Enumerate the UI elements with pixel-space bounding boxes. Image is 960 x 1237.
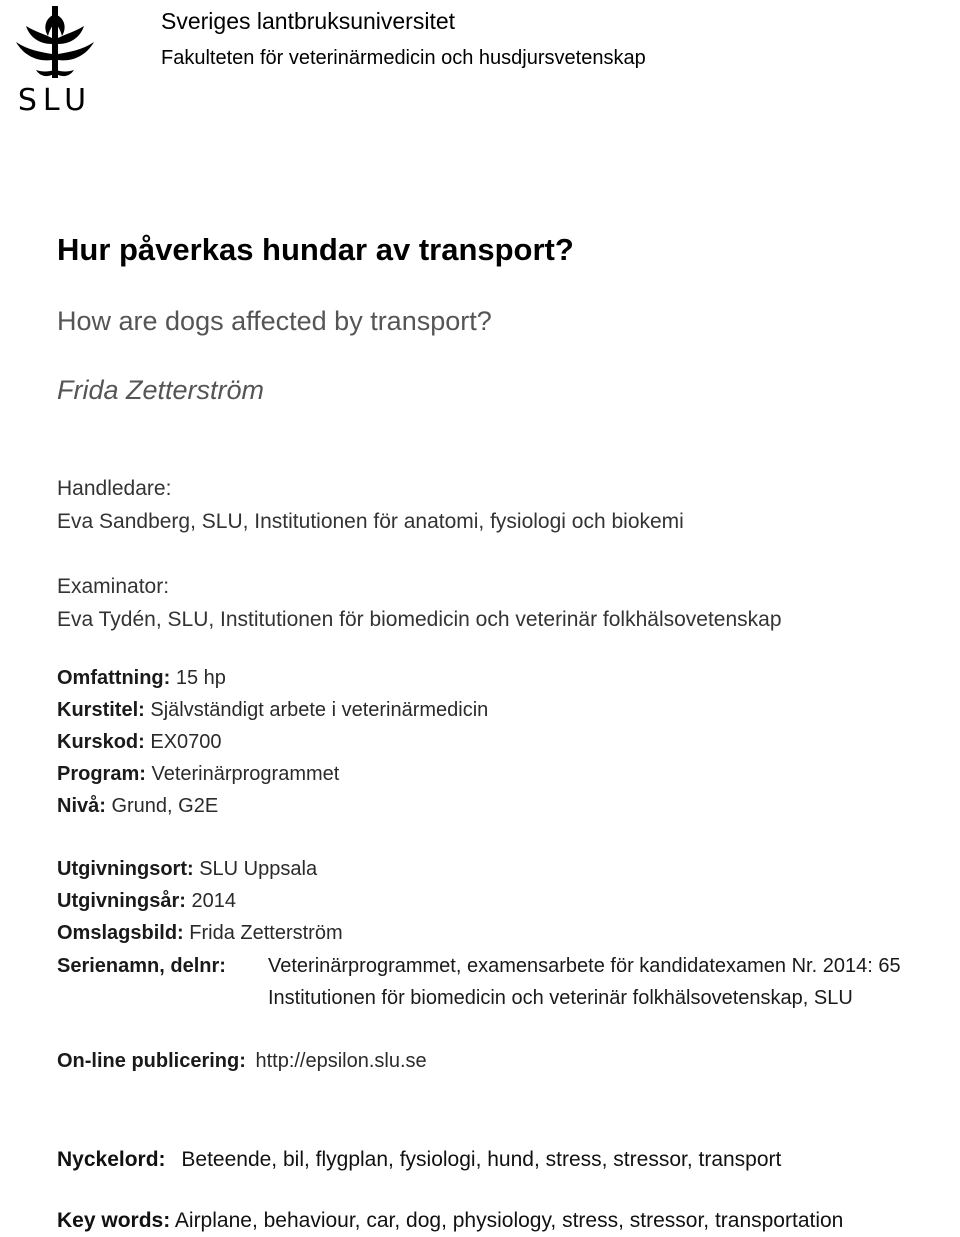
place-label: Utgivningsort: [57, 858, 194, 880]
program-label: Program: [57, 763, 146, 785]
supervisor-value: Eva Sandberg, SLU, Institutionen för anatomi, fysiologi och biokemi [57, 510, 684, 533]
cover-label: Omslagsbild: [57, 922, 184, 944]
year-value: 2014 [191, 890, 236, 912]
slu-logo [10, 4, 100, 114]
university-name: Sveriges lantbruksuniversitet [161, 8, 456, 34]
publication-place [57, 858, 317, 881]
logo-text: SLU [17, 83, 93, 114]
publication-year [57, 890, 236, 913]
course-title [57, 699, 488, 722]
scope-value: 15 hp [175, 667, 226, 689]
examiner-label: Examinator: [57, 575, 170, 598]
course-code [57, 731, 222, 754]
title-swedish: Hur påverkas hundar av transport? [57, 232, 574, 267]
online-link[interactable]: http://epsilon.slu.se [255, 1050, 427, 1072]
series-line-2: Institutionen för biomedicin och veterinär folkhälsovetenskap, SLU [268, 987, 853, 1009]
series-line-1: Veterinärprogrammet, examensarbete för kandidatexamen Nr. 2014: 65 [268, 955, 901, 977]
keywords-sv-value: Beteende, bil, flygplan, fysiologi, hund, stress, stressor, transport [181, 1148, 782, 1171]
keywords-en-label: Key words: [57, 1209, 171, 1232]
level-value: Grund, G2E [111, 795, 219, 817]
year-label: Utgivningsår: [57, 890, 186, 912]
course-level [57, 795, 218, 818]
supervisor-label: Handledare: [57, 477, 172, 500]
faculty-name: Fakulteten för veterinärmedicin och husdjursvetenskap [161, 47, 646, 69]
series-label: Serienamn, delnr: [57, 955, 226, 977]
level-label: Nivå: [57, 795, 106, 817]
keywords-swedish [57, 1148, 781, 1172]
course-code-value: EX0700 [150, 731, 222, 753]
online-publishing [57, 1050, 427, 1073]
cover-value: Frida Zetterström [189, 922, 343, 944]
keywords-sv-label: Nyckelord: [57, 1148, 166, 1171]
online-label: On-line publicering: [57, 1050, 246, 1072]
course-program [57, 763, 339, 786]
cover-image-credit [57, 922, 343, 945]
title-english: How are dogs affected by transport? [57, 306, 492, 336]
course-title-value: Självständigt arbete i veterinärmedicin [150, 699, 489, 721]
examiner-value: Eva Tydén, SLU, Institutionen för biomedicin och veterinär folkhälsovetenskap [57, 608, 782, 631]
course-title-label: Kurstitel: [57, 699, 145, 721]
course-code-label: Kurskod: [57, 731, 145, 753]
course-scope [57, 667, 226, 690]
author-name: Frida Zetterström [57, 375, 265, 405]
program-value: Veterinärprogrammet [151, 763, 340, 785]
place-value: SLU Uppsala [199, 858, 318, 880]
keywords-english [57, 1209, 843, 1233]
scope-label: Omfattning: [57, 667, 171, 689]
keywords-en-value: Airplane, behaviour, car, dog, physiology, stress, stressor, transportation [174, 1209, 844, 1232]
